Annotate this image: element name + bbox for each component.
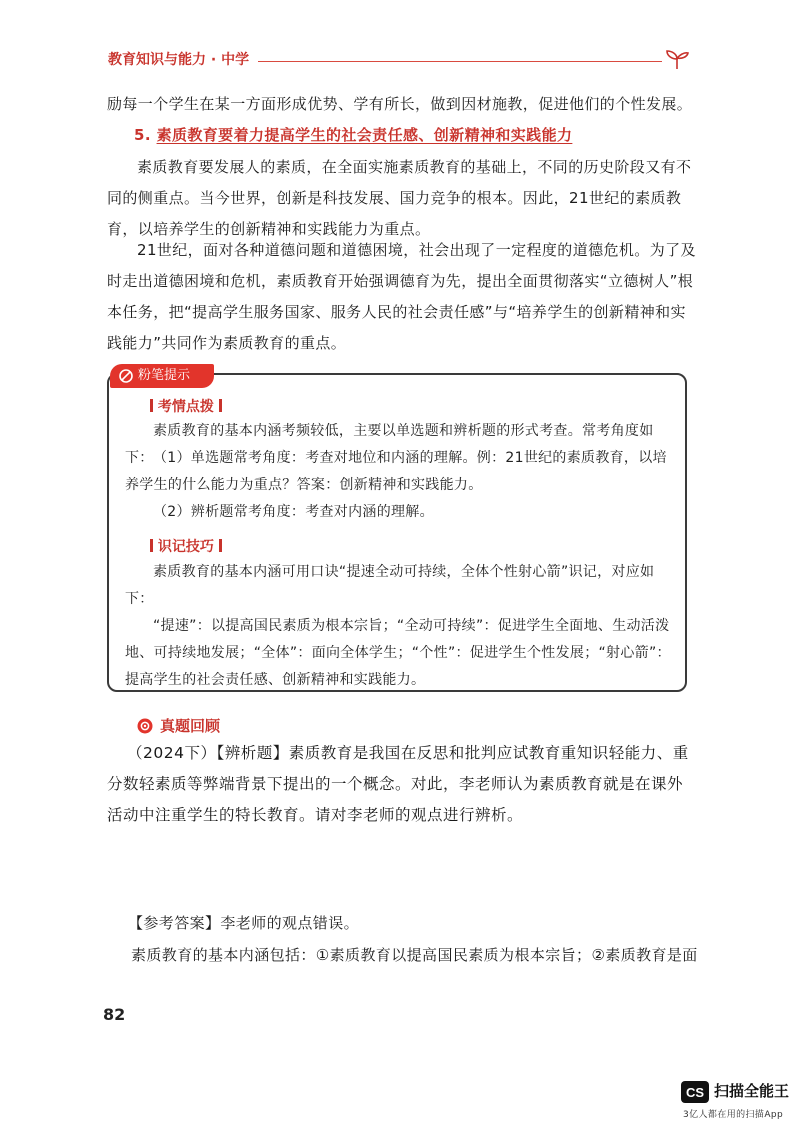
memory-tips-label xyxy=(150,536,222,558)
sprout-icon xyxy=(664,47,690,71)
section-heading-text: 素质教育要着力提高学生的社会责任感、创新精神和实践能力 xyxy=(156,126,573,144)
paragraph-3: 21世纪，面对各种道德问题和道德困境，社会出现了一定程度的道德危机。为了及时走出道德困境和危机，素质教育开始强调德育为先，提出全面贯彻落实“立德树人”根本任务，把“提高学生服务国家、服务人民的社会责任感”与“培养学生的创新精神和实践能力”共同作为素质教育的重点。 xyxy=(107,241,696,352)
tip-tab: 粉笔提示 xyxy=(110,364,214,388)
exam-analysis-title: 考情点拨 xyxy=(157,399,214,415)
header-rule xyxy=(258,61,662,62)
tip-text-2: （1）单选题常考角度：考查对地位和内涵的理解。例：21世纪的素质教育，以培养学生的什么能力为重点？答案：创新精神和实践能力。 xyxy=(125,450,667,493)
camscanner-logo xyxy=(681,1081,709,1103)
label-bar-right xyxy=(219,399,222,412)
label-bar-right xyxy=(219,539,222,552)
tip-text-3: （2）辨析题常考角度：考查对内涵的理解。 xyxy=(153,504,434,520)
paragraph-2: 素质教育要发展人的素质，在全面实施素质教育的基础上，不同的历史阶段又有不同的侧重点。当今世界，创新是科技发展、国力竞争的根本。因此，21世纪的素质教育，以培养学生的创新精神和实践能力为重点。 xyxy=(107,158,692,238)
watermark-name: 扫描全能王 xyxy=(714,1082,790,1100)
tip-text-1: 素质教育的基本内涵考频较低，主要以单选题和辨析题的形式考查。常考角度如下： xyxy=(125,423,654,466)
exam-review-title: 真题回顾 xyxy=(160,717,221,735)
section-heading-number: 5. xyxy=(134,126,151,144)
label-bar-left xyxy=(150,399,153,412)
running-header-title: 教育知识与能力 · 中学 xyxy=(108,52,250,68)
gear-flower-icon xyxy=(137,718,153,734)
exam-question: （2024下）【辨析题】素质教育是我国在反思和批判应试教育重知识轻能力、重分数轻素质等弊端背景下提出的一个概念。对此，李老师认为素质教育就是在课外活动中注重学生的特长教育。请对李老师的观点进行辨析。 xyxy=(107,744,689,824)
answer-line-2: 素质教育的基本内涵包括：①素质教育以提高国民素质为根本宗旨；②素质教育是面 xyxy=(131,946,698,964)
watermark-tagline: 3亿人都在用的扫描App xyxy=(683,1110,784,1120)
tip-text-5: “提速”：以提高国民素质为根本宗旨；“全动可持续”：促进学生全面地、生动活泼地、可持续地发展；“全体”：面向全体学生；“个性”：促进学生个性发展；“射心箭”：提高学生的社会责任感、创新精神和实践能力。 xyxy=(125,618,671,688)
svg-text:CS: CS xyxy=(685,1085,705,1100)
memory-tips-title: 识记技巧 xyxy=(157,539,214,555)
section-heading xyxy=(134,120,572,151)
page-number: 82 xyxy=(103,1005,126,1024)
running-header xyxy=(108,49,690,71)
answer-line-1: 【参考答案】李老师的观点错误。 xyxy=(128,914,360,932)
label-bar-left xyxy=(150,539,153,552)
tip-text-4: 素质教育的基本内涵可用口诀“提速全动可持续，全体个性射心箭”识记，对应如下： xyxy=(125,564,655,607)
no-sign-icon xyxy=(118,368,134,384)
paragraph-continued: 励每一个学生在某一方面形成优势、学有所长，做到因材施教，促进他们的个性发展。 xyxy=(107,95,693,113)
exam-analysis-label xyxy=(150,396,222,418)
